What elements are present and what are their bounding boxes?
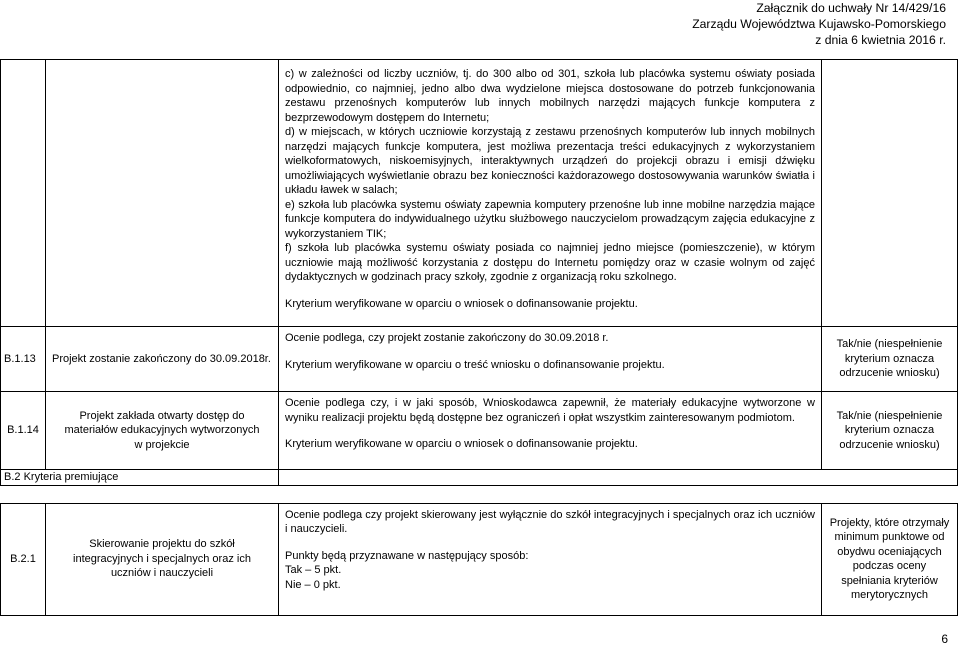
table-row [1, 392, 958, 470]
table-row [1, 327, 958, 392]
result-cell-empty [822, 60, 958, 327]
row-name-text: Projekt zakłada otwarty dostęp do materiałów edukacyjnych wytworzonych w projekcie [64, 409, 260, 451]
section-spacer [822, 470, 958, 486]
name-cell-empty [46, 60, 279, 327]
section-title-text: B.2 Kryteria premiujące [4, 471, 119, 483]
verification-note: Kryterium weryfikowane w oparciu o wniosek o dofinansowanie projektu. [285, 438, 638, 450]
row-name [46, 327, 279, 392]
row-name [46, 392, 279, 470]
section-spacer [279, 470, 822, 486]
verification-note: Kryterium weryfikowane w oparciu o wniosek o dofinansowanie projektu. [285, 297, 638, 310]
criterion-e: e) szkoła lub placówka systemu oświaty zapewnia komputery przenośne lub inne mobilne narzędzia mające funkcje komputera do indywidualnego użytku służbowego nauczycielom prowadzącym zajęcia edukacyjne z wykorzystaniem TIK; [285, 198, 815, 240]
row-name [46, 503, 279, 615]
result-cell [822, 392, 958, 470]
description-line: Ocenie podlega czy, i w jaki sposób, Wnioskodawca zapewnił, że materiały edukacyjne wytworzone w wyniku realizacji projektu będą dostępne bez ograniczeń i opłat wszystkim zainteresowanym podmiotom. [285, 397, 815, 424]
result-text: Tak/nie (niespełnienie kryterium oznacza odrzucenie wniosku) [836, 409, 943, 451]
scoring-yes: Tak – 5 pkt. [285, 564, 342, 576]
description-cell [279, 327, 822, 392]
result-text: Tak/nie (niespełnienie kryterium oznacza odrzucenie wniosku) [836, 338, 943, 380]
section-title [1, 470, 279, 486]
spacer-cell [1, 485, 958, 503]
spacer-row [1, 485, 958, 503]
criteria-table [0, 59, 958, 616]
description-line: Ocenie podlega czy projekt skierowany jest wyłącznie do szkół integracyjnych i specjalnych oraz ich uczniów i nauczycieli. [285, 508, 815, 535]
row-code [1, 503, 46, 615]
description-cell [279, 503, 822, 615]
code-cell-empty [1, 60, 46, 327]
document-header [692, 0, 946, 48]
scoring-intro: Punkty będą przyznawane w następujący sposób: [285, 549, 529, 562]
table-row [1, 503, 958, 615]
result-cell [822, 503, 958, 615]
row-code-text: B.2.1 [10, 552, 36, 565]
criterion-f: f) szkoła lub placówka systemu oświaty posiada co najmniej jedno miejsce (pomieszczenie), w którym uczniowie mają możliwość korzystania z dostępu do Internetu pomiędzy oraz w czasie wolnym od zajęć dydaktycznych w godzinach pracy szkoły, zgodnie z organizacją roku szkolnego. [285, 242, 815, 283]
page-number: 6 [941, 632, 948, 646]
row-code [1, 327, 46, 392]
description-line: Ocenie podlega, czy projekt zostanie zakończony do 30.09.2018 r. [285, 332, 609, 344]
header-line-3: z dnia 6 kwietnia 2016 r. [815, 33, 946, 47]
description-cell [279, 392, 822, 470]
result-text: Projekty, które otrzymały minimum punktowe od obydwu oceniających podczas oceny spełniania kryteriów merytorycznych [829, 516, 950, 601]
row-name-text: Skierowanie projektu do szkół integracyjnych i specjalnych oraz ich uczniów i nauczycieli [73, 538, 251, 580]
description-cell [279, 60, 822, 327]
header-line-2: Zarządu Województwa Kujawsko-Pomorskiego [692, 17, 946, 31]
row-name-text: Projekt zostanie zakończony do 30.09.2018r. [52, 352, 271, 365]
header-line-1: Załącznik do uchwały Nr 14/429/16 [756, 1, 946, 15]
criterion-c: c) w zależności od liczby uczniów, tj. do 300 albo od 301, szkoła lub placówka systemu oświaty posiada odpowiednio, co najmniej, jedno albo dwa wydzielone miejsca dostosowane do potrzeb funkcjonowania zestawu przenośnych komputerów lub innych mobilnych narzędzi mających funkcje komputera z bezprzewodowym dostępem do Internetu; [285, 68, 815, 124]
verification-note: Kryterium weryfikowane w oparciu o treść wniosku o dofinansowanie projektu. [285, 358, 665, 371]
table-row [1, 60, 958, 327]
row-code [1, 392, 46, 470]
row-code-text: B.1.14 [7, 424, 39, 437]
result-cell [822, 327, 958, 392]
scoring-no: Nie – 0 pkt. [285, 578, 341, 591]
row-code-text: B.1.13 [4, 352, 36, 365]
section-header-row [1, 470, 958, 486]
criterion-d: d) w miejscach, w których uczniowie korzystają z zestawu przenośnych komputerów lub innych mobilnych narzędzi mających funkcje komputera, jest możliwa prezentacja treści edukacyjnych z wykorzystaniem wielkoformatowych, niskoemisyjnych, interaktywnych urządzeń do projekcji obrazu i emisji dźwięku umożliwiających wyświetlanie obrazu bez konieczności każdorazowego dostosowywania warunków światła i układu ławek w salach; [285, 126, 815, 196]
